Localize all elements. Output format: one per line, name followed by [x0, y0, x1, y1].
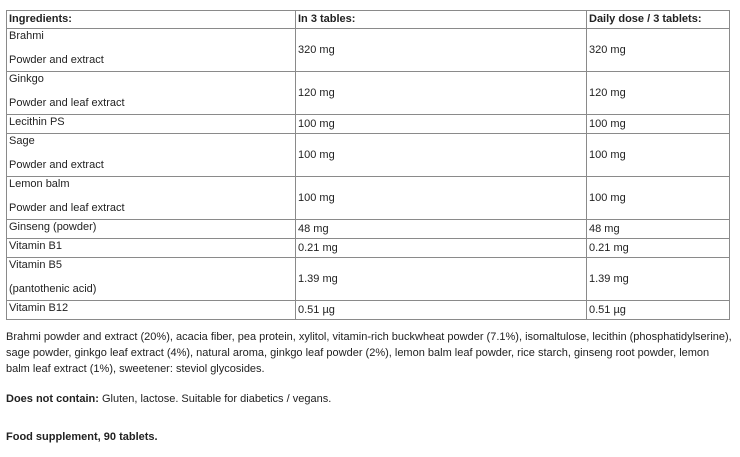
amount-daily-dose: 0.21 mg	[587, 239, 730, 258]
table-row	[7, 134, 730, 177]
amount-in-3-tablets: 100 mg	[296, 134, 587, 177]
ingredient-name: Lemon balm	[9, 178, 70, 190]
header-ingredients: Ingredients:	[7, 11, 296, 29]
table-row	[7, 115, 730, 134]
table-row	[7, 72, 730, 115]
amount-in-3-tablets: 48 mg	[296, 220, 587, 239]
ingredient-name-cell	[7, 134, 296, 177]
header-in-3-tablets: In 3 tables:	[296, 11, 587, 29]
ingredient-name-cell	[7, 239, 296, 258]
amount-daily-dose: 48 mg	[587, 220, 730, 239]
allergen-note	[6, 391, 734, 407]
ingredient-name-cell	[7, 29, 296, 72]
product-footer: Food supplement, 90 tablets.	[6, 431, 158, 443]
amount-daily-dose: 0.51 µg	[587, 301, 730, 320]
ingredients-list: Brahmi powder and extract (20%), acacia fiber, pea protein, xylitol, vitamin-rich buckwheat powder (7.1%), isomaltulose, lecithin (phosphatidylserine), sage powder, ginkgo leaf extract (4%), natural aroma, ginkgo leaf powder (2%), lemon balm leaf powder, rice starch, ginseng root powder, lemon balm leaf extract (1%), sweetener: steviol glycosides.	[6, 331, 732, 375]
ingredient-name-cell	[7, 115, 296, 134]
table-row	[7, 177, 730, 220]
amount-in-3-tablets: 100 mg	[296, 177, 587, 220]
amount-in-3-tablets: 320 mg	[296, 29, 587, 72]
header-daily-dose: Daily dose / 3 tablets:	[587, 11, 730, 29]
ingredient-form: Powder and extract	[9, 54, 104, 66]
table-header-row	[7, 11, 730, 29]
ingredient-name-cell	[7, 177, 296, 220]
ingredient-name-cell	[7, 301, 296, 320]
ingredient-name: Vitamin B5	[9, 259, 62, 271]
amount-in-3-tablets: 1.39 mg	[296, 258, 587, 301]
table-row	[7, 258, 730, 301]
table-row	[7, 220, 730, 239]
amount-daily-dose: 100 mg	[587, 115, 730, 134]
table-row	[7, 29, 730, 72]
ingredient-name: Vitamin B1	[9, 240, 62, 252]
ingredient-name: Ginkgo	[9, 73, 44, 85]
amount-daily-dose: 100 mg	[587, 177, 730, 220]
ingredient-name: Ginseng (powder)	[9, 221, 97, 233]
ingredient-name: Brahmi	[9, 30, 44, 42]
ingredient-name: Lecithin PS	[9, 116, 65, 128]
ingredient-name-cell	[7, 258, 296, 301]
amount-daily-dose: 120 mg	[587, 72, 730, 115]
ingredient-form: Powder and extract	[9, 159, 104, 171]
ingredient-name-cell	[7, 72, 296, 115]
amount-in-3-tablets: 100 mg	[296, 115, 587, 134]
ingredient-form: (pantothenic acid)	[9, 283, 97, 295]
table-row	[7, 239, 730, 258]
amount-daily-dose: 100 mg	[587, 134, 730, 177]
amount-in-3-tablets: 0.21 mg	[296, 239, 587, 258]
ingredient-name: Vitamin B12	[9, 302, 69, 314]
ingredient-form: Powder and leaf extract	[9, 202, 125, 214]
allergen-text: Gluten, lactose. Suitable for diabetics / vegans.	[98, 393, 332, 405]
table-row	[7, 301, 730, 320]
ingredients-table	[6, 10, 730, 320]
amount-in-3-tablets: 0.51 µg	[296, 301, 587, 320]
amount-in-3-tablets: 120 mg	[296, 72, 587, 115]
amount-daily-dose: 320 mg	[587, 29, 730, 72]
ingredient-name: Sage	[9, 135, 35, 147]
ingredient-form: Powder and leaf extract	[9, 97, 125, 109]
ingredient-name-cell	[7, 220, 296, 239]
amount-daily-dose: 1.39 mg	[587, 258, 730, 301]
allergen-label: Does not contain:	[6, 393, 99, 405]
